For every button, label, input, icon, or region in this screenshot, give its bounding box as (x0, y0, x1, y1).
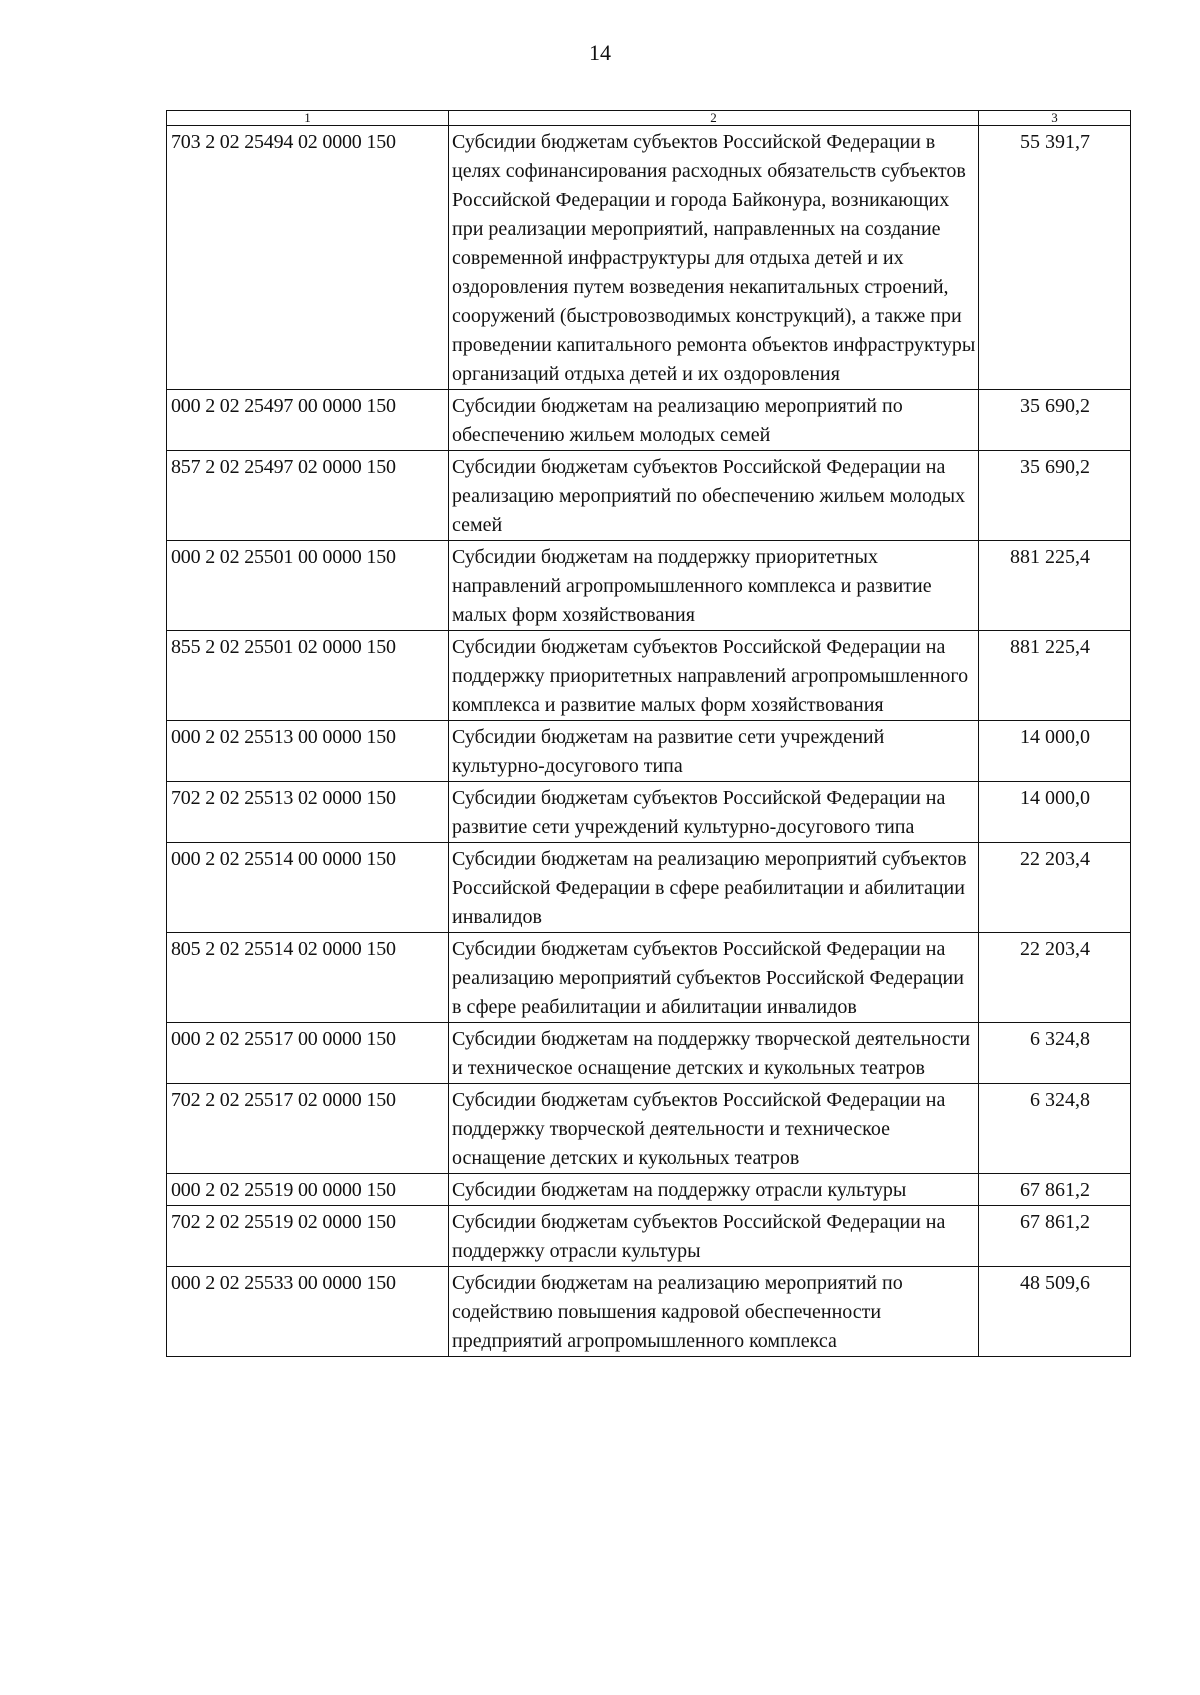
budget-code-cell: 805 2 02 25514 02 0000 150 (167, 933, 449, 1023)
column-header-code: 1 (167, 111, 449, 126)
description-cell: Субсидии бюджетам на реализацию мероприятий по содействию повышения кадровой обеспеченности предприятий агропромышленного комплекса (449, 1267, 979, 1357)
budget-code-cell: 000 2 02 25533 00 0000 150 (167, 1267, 449, 1357)
description-cell: Субсидии бюджетам субъектов Российской Федерации на реализацию мероприятий по обеспечению жильем молодых семей (449, 451, 979, 541)
description-cell: Субсидии бюджетам на поддержку отрасли культуры (449, 1174, 979, 1206)
table-row (167, 451, 1131, 541)
budget-code-cell: 702 2 02 25513 02 0000 150 (167, 782, 449, 843)
description-cell: Субсидии бюджетам на реализацию мероприятий по обеспечению жильем молодых семей (449, 390, 979, 451)
table-row (167, 126, 1131, 390)
budget-code-cell: 000 2 02 25517 00 0000 150 (167, 1023, 449, 1084)
column-header-name: 2 (449, 111, 979, 126)
amount-cell: 14 000,0 (979, 721, 1131, 782)
amount-cell: 14 000,0 (979, 782, 1131, 843)
amount-cell: 67 861,2 (979, 1206, 1131, 1267)
budget-code-cell: 703 2 02 25494 02 0000 150 (167, 126, 449, 390)
revenue-table (166, 110, 1131, 1357)
description-cell: Субсидии бюджетам на реализацию мероприятий субъектов Российской Федерации в сфере реабилитации и абилитации инвалидов (449, 843, 979, 933)
budget-code-cell: 000 2 02 25501 00 0000 150 (167, 541, 449, 631)
amount-cell: 6 324,8 (979, 1084, 1131, 1174)
table-row (167, 1084, 1131, 1174)
budget-code-cell: 702 2 02 25519 02 0000 150 (167, 1206, 449, 1267)
table-row (167, 721, 1131, 782)
table-row (167, 541, 1131, 631)
table-row (167, 782, 1131, 843)
budget-code-cell: 000 2 02 25519 00 0000 150 (167, 1174, 449, 1206)
table-row (167, 1023, 1131, 1084)
amount-cell: 67 861,2 (979, 1174, 1131, 1206)
budget-code-cell: 000 2 02 25513 00 0000 150 (167, 721, 449, 782)
description-cell: Субсидии бюджетам субъектов Российской Федерации на реализацию мероприятий субъектов Российской Федерации в сфере реабилитации и абилитации инвалидов (449, 933, 979, 1023)
description-cell: Субсидии бюджетам субъектов Российской Федерации на развитие сети учреждений культурно-досугового типа (449, 782, 979, 843)
header-row (167, 111, 1131, 126)
amount-cell: 881 225,4 (979, 631, 1131, 721)
table-body (167, 126, 1131, 1357)
budget-code-cell: 000 2 02 25497 00 0000 150 (167, 390, 449, 451)
table-row (167, 1206, 1131, 1267)
table-row (167, 1267, 1131, 1357)
table-row (167, 1174, 1131, 1206)
table-header (167, 111, 1131, 126)
budget-code-cell: 702 2 02 25517 02 0000 150 (167, 1084, 449, 1174)
column-header-amount: 3 (979, 111, 1131, 126)
table-row (167, 933, 1131, 1023)
amount-cell: 55 391,7 (979, 126, 1131, 390)
amount-cell: 35 690,2 (979, 390, 1131, 451)
table-row (167, 390, 1131, 451)
description-cell: Субсидии бюджетам на поддержку приоритетных направлений агропромышленного комплекса и развитие малых форм хозяйствования (449, 541, 979, 631)
description-cell: Субсидии бюджетам субъектов Российской Федерации на поддержку творческой деятельности и техническое оснащение детских и кукольных театров (449, 1084, 979, 1174)
table-row (167, 631, 1131, 721)
amount-cell: 22 203,4 (979, 843, 1131, 933)
description-cell: Субсидии бюджетам субъектов Российской Федерации в целях софинансирования расходных обязательств субъектов Российской Федерации и города Байконура, возникающих при реализации мероприятий, направленных на создание современной инфраструктуры для отдыха детей и их оздоровления путем возведения некапитальных строений, сооружений (быстровозводимых конструкций), а также при проведении капитального ремонта объектов инфраструктуры организаций отдыха детей и их оздоровления (449, 126, 979, 390)
description-cell: Субсидии бюджетам субъектов Российской Федерации на поддержку приоритетных направлений агропромышленного комплекса и развитие малых форм хозяйствования (449, 631, 979, 721)
amount-cell: 48 509,6 (979, 1267, 1131, 1357)
amount-cell: 881 225,4 (979, 541, 1131, 631)
amount-cell: 35 690,2 (979, 451, 1131, 541)
amount-cell: 22 203,4 (979, 933, 1131, 1023)
page-number: 14 (589, 40, 611, 65)
amount-cell: 6 324,8 (979, 1023, 1131, 1084)
table-row (167, 843, 1131, 933)
budget-code-cell: 855 2 02 25501 02 0000 150 (167, 631, 449, 721)
budget-code-cell: 000 2 02 25514 00 0000 150 (167, 843, 449, 933)
description-cell: Субсидии бюджетам на поддержку творческой деятельности и техническое оснащение детских и кукольных театров (449, 1023, 979, 1084)
budget-code-cell: 857 2 02 25497 02 0000 150 (167, 451, 449, 541)
description-cell: Субсидии бюджетам на развитие сети учреждений культурно-досугового типа (449, 721, 979, 782)
description-cell: Субсидии бюджетам субъектов Российской Федерации на поддержку отрасли культуры (449, 1206, 979, 1267)
